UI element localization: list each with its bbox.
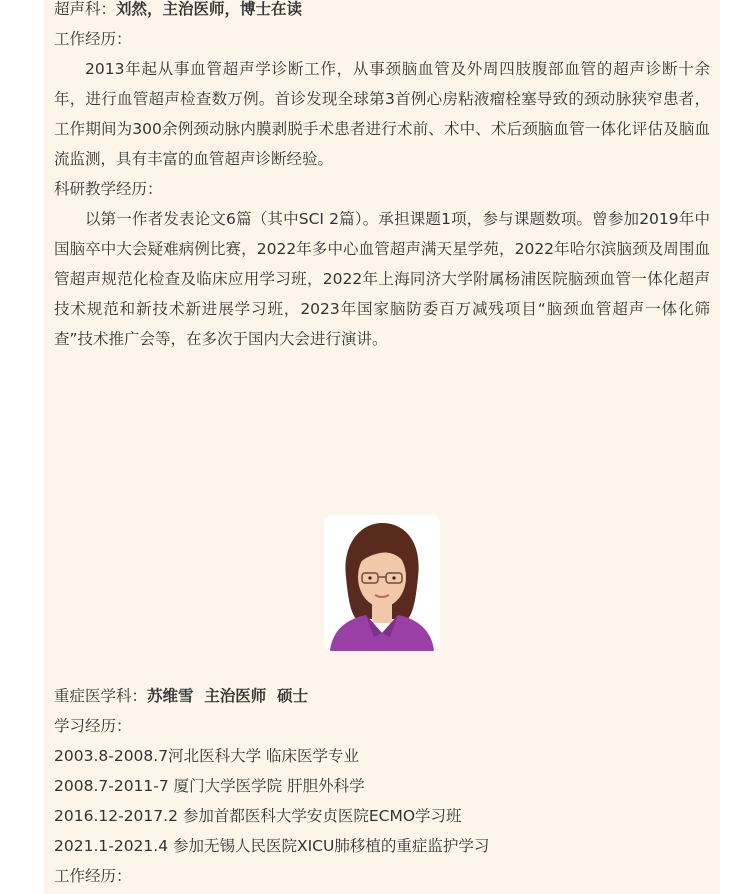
doctor2-study-item: 2021.1-2021.4 参加无锡人民医院XICU肺移植的重症监护学习	[54, 837, 490, 855]
doctor1-section	[54, 0, 710, 354]
doctor2-heading	[54, 681, 710, 711]
doctor1-work-label: 工作经历：	[54, 30, 132, 48]
doctor1-work-text: 2013年起从事血管超声学诊断工作，从事颈脑血管及外周四肢腹部血管的超声诊断十余年，进行血管超声检查数万例。首诊发现全球第3首例心房粘液瘤栓塞导致的颈动脉狭窄患者，工作期间为300余例颈动脉内膜剥脱手术患者进行术前、术中、术后颈脑血管一体化评估及脑血流监测，具有丰富的血管超声诊断经验。	[54, 60, 710, 168]
doctor1-heading	[54, 0, 710, 24]
doctor-portrait-photo	[324, 515, 440, 651]
doctor2-section	[54, 681, 710, 891]
doctor1-research-label: 科研教学经历：	[54, 180, 163, 198]
doctor1-dept-label: 超声科：	[54, 0, 117, 18]
doctor2-study-item: 2016.12-2017.2 参加首都医科大学安贞医院ECMO学习班	[54, 807, 462, 825]
doctor2-study-item: 2003.8-2008.7河北医科大学 临床医学专业	[54, 747, 359, 765]
doctor2-study-item: 2008.7-2011-7 厦门大学医学院 肝胆外科学	[54, 777, 365, 795]
doctor2-name-title: 苏维雪 主治医师 硕士	[147, 687, 309, 705]
doctor2-study-label: 学习经历：	[54, 717, 132, 735]
doctor2-dept-label: 重症医学科：	[54, 687, 148, 705]
doctor1-name-title: 刘然，主治医师，博士在读	[116, 0, 303, 18]
doctor2-work-label: 工作经历：	[54, 867, 132, 885]
doctor1-research-text: 以第一作者发表论文6篇（其中SCI 2篇）。承担课题1项，参与课题数项。曾参加2019年中国脑卒中大会疑难病例比赛，2022年多中心血管超声满天星学苑，2022年哈尔滨脑颈及周围血管超声规范化检查及临床应用学习班，2022年上海同济大学附属杨浦医院脑颈血管一体化超声技术规范和新技术新进展学习班，2023年国家脑防委百万减残项目“脑颈血管超声一体化筛查”技术推广会等，在多次于国内大会进行演讲。	[54, 210, 710, 348]
content-panel	[44, 0, 720, 894]
